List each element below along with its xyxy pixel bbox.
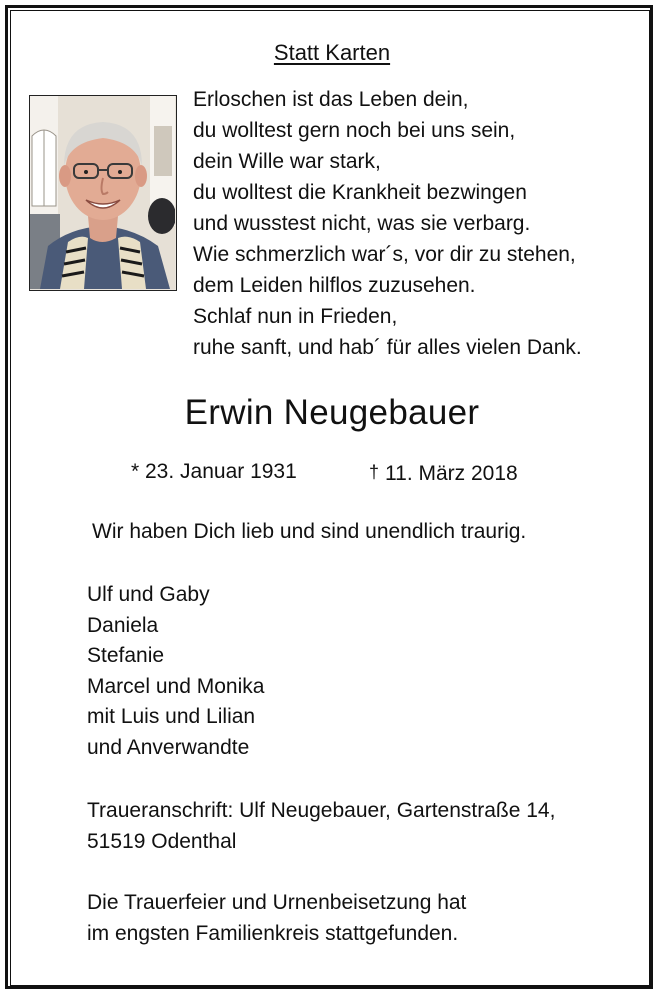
mourner-line: Marcel und Monika xyxy=(87,674,265,698)
poem-line: Schlaf nun in Frieden, xyxy=(193,305,398,328)
poem-line: und wusstest nicht, was sie verbarg. xyxy=(193,212,531,235)
heading-text: Statt Karten xyxy=(273,40,391,65)
heading xyxy=(0,40,664,66)
address-line: Traueranschrift: Ulf Neugebauer, Gartenstraße 14, xyxy=(87,799,556,822)
poem-line: Wie schmerzlich war´s, vor dir zu stehen, xyxy=(193,243,576,266)
mourner-line: Daniela xyxy=(87,613,159,637)
address-line: 51519 Odenthal xyxy=(87,830,237,853)
notice-line: im engsten Familienkreis stattgefunden. xyxy=(87,922,459,945)
portrait-illustration xyxy=(30,96,175,289)
mourner-line: Stefanie xyxy=(87,644,165,667)
mourners-list xyxy=(87,580,264,763)
portrait-photo xyxy=(29,95,177,291)
mourner-line: mit Luis und Lilian xyxy=(87,705,256,728)
poem-line: ruhe sanft, und hab´ für alles vielen Dank. xyxy=(193,336,582,359)
cross-icon: † xyxy=(369,462,380,482)
poem-line: du wolltest gern noch bei uns sein, xyxy=(193,119,516,142)
poem-line: du wolltest die Krankheit bezwingen xyxy=(193,181,527,204)
deceased-name: Erwin Neugebauer xyxy=(184,393,480,432)
birth-date: * 23. Januar 1931 xyxy=(131,460,297,483)
poem-line: Erloschen ist das Leben dein, xyxy=(193,88,469,111)
notice-line: Die Trauerfeier und Urnenbeisetzung hat xyxy=(87,891,467,914)
death-date: 11. März 2018 xyxy=(385,462,518,485)
mourner-line: Ulf und Gaby xyxy=(87,583,210,606)
mourning-address xyxy=(87,795,555,857)
poem-line: dem Leiden hilflos zuzusehen. xyxy=(193,274,476,297)
love-line: Wir haben Dich lieb und sind unendlich traurig. xyxy=(92,520,527,543)
poem-line: dein Wille war stark, xyxy=(193,150,381,173)
mourner-line: und Anverwandte xyxy=(87,735,250,759)
funeral-notice xyxy=(87,887,466,949)
poem xyxy=(193,84,643,363)
death-date-group xyxy=(369,458,518,488)
